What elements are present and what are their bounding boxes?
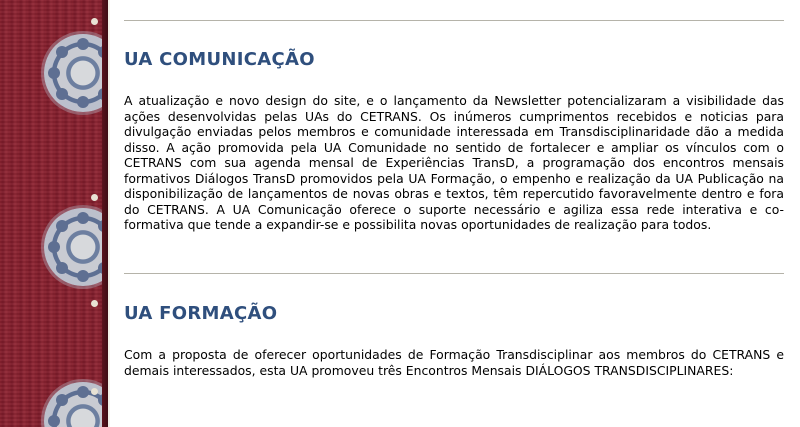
stitch-bead — [91, 194, 98, 201]
textile-medallion-image — [44, 208, 110, 286]
section-title-formacao: UA FORMAÇÃO — [124, 303, 278, 324]
section-body-comunicacao: A atualização e novo design do site, e o lançamento da Newsletter potencializaram a visibilidade das ações desenvolvidas pelas UAs do CETRANS. Os inúmeros cumprimentos recebidos e noticias para divulgação enviadas pelos membros e comunidade interessada em Transdisciplinaridade dão a medida disso. A ação promovida pela UA Comunidade no sentido de fortalecer e ampliar os vínculos com o CETRANS com sua agenda mensal de Experiências TransD, a programação dos encontros mensais formativos Diálogos TransD promovidos pela UA Formação, o empenho e realização da UA Publicação na disponibilização de lançamentos de novas obras e textos, têm repercutido favoravelmente dentro e fora do CETRANS. A UA Comunicação oferece o suporte necessário e agiliza essa rede interativa e co-formativa que tende a expandir-se e possibilita novas oportunidades de realização para todos. — [124, 93, 784, 232]
decorative-textile-sidebar — [0, 0, 110, 427]
textile-medallion-image — [44, 34, 110, 112]
section-divider — [124, 273, 784, 274]
textile-medallion-image — [44, 382, 110, 427]
section-body-formacao: Com a proposta de oferecer oportunidades de Formação Transdisciplinar aos membros do CETRANS e demais interessados, esta UA promoveu três Encontros Mensais DIÁLOGOS TRANSDISCIPLINARES: — [124, 347, 784, 378]
stitch-bead — [91, 388, 98, 395]
stitch-bead — [91, 18, 98, 25]
section-title-comunicacao: UA COMUNICAÇÃO — [124, 49, 315, 70]
sidebar-spine — [102, 0, 110, 427]
stitch-bead — [91, 300, 98, 307]
section-divider — [124, 20, 784, 21]
